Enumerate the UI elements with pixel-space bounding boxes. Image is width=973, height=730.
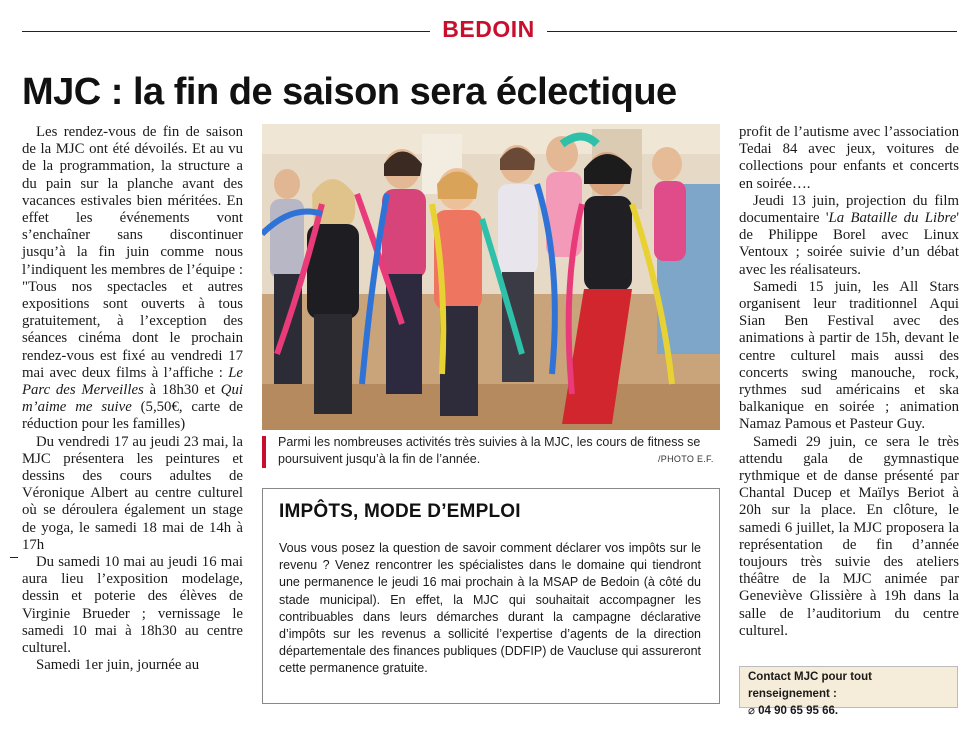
text-run: profit de l’autisme avec l’association Tedai 84 avec jeux, voitures de collections pour enfants et concerts en soirée….: [739, 124, 959, 192]
headline: MJC : la fin de saison sera éclectique: [22, 71, 677, 113]
header-rule-right: [547, 31, 957, 32]
article-photo: [262, 124, 720, 430]
photo-credit: /PHOTO E.F.: [658, 454, 714, 464]
article-paragraph: [22, 434, 243, 554]
sidebar-box: [262, 488, 720, 704]
italic-title: Le Parc des Merveilles: [22, 364, 243, 399]
header-rule-left: [22, 31, 430, 32]
text-run: ' de Philippe Borel avec Linux Ventoux ; soirée suivie d’un débat avec les réalisateurs.: [739, 210, 959, 278]
text-run: Du samedi 10 mai au jeudi 16 mai aura lieu l’exposition modelage, dessin et poterie des élèves de Virginie Brueder ; vernissage le samedi 10 mai à 18h30 au centre culturel.: [22, 554, 243, 657]
text-run: Samedi 29 juin, ce sera le très attendu gala de gymnastique rythmique et de danse présenté par Chantal Ducep et Maïlys Beriot à 20h sur la place. En clôture, le samedi 6 juillet, la MJC proposera la représentation de fin d’année toujours très suivie des ateliers théâtre de la MJC animée par Geneviève Glissière à 19h dans la salle de l’auditorium du centre culturel.: [739, 433, 959, 639]
section-label: BEDOIN: [442, 16, 535, 42]
contact-phone: 04 90 65 95 66.: [758, 705, 839, 717]
italic-title: La Bataille du Libre: [828, 210, 957, 227]
box-title: IMPÔTS, MODE D’EMPLOI: [279, 501, 521, 522]
article-paragraph: [22, 554, 243, 657]
article-paragraph: [739, 279, 959, 434]
text-run: Les rendez-vous de fin de saison de la MJC ont été dévoilés. Et au vu de la programmation, la structure a du pain sur la planche avant des vacances estivales bien méritées. En effet les événements vont s’enchaîner sans discontinuer jusqu’à la fin juin comme nous l’indiquent les membres de l’équipe : "Tous nos spectacles et autres expositions sont ouverts à tous gratuitement, à l’exception des séances cinéma dont le prochain rendez-vous est fixé au vendredi 17 mai avec deux films à l’affiche :: [22, 124, 243, 381]
article-column-right: [739, 124, 959, 640]
article-column-left: [22, 124, 243, 675]
text-run: Du vendredi 17 au jeudi 23 mai, la MJC présentera les peintures et dessins des cours adultes de Véronique Albert au centre culturel où se déroulera également un stage de yoga, le samedi 18 mai de 14h à 17h: [22, 433, 243, 553]
article-paragraph: [739, 434, 959, 640]
text-run: Jeudi 13 juin, projection du film documentaire ': [739, 192, 959, 227]
caption-accent-bar: [262, 436, 266, 468]
article-paragraph: [739, 193, 959, 279]
contact-label: Contact MJC pour tout renseignement :: [748, 671, 872, 700]
article-paragraph: [739, 124, 959, 193]
text-run: (5,50€, carte de réduction pour les familles): [22, 399, 243, 433]
fitness-class-photo: [262, 124, 720, 430]
text-run: à 18h30 et: [143, 382, 221, 399]
contact-box: [739, 666, 958, 717]
text-run: Samedi 15 juin, les All Stars organisent leur traditionnel Aqui Sian Ben Festival avec des animations à partir de 15h, devant le centre culturel mais aussi des concerts swing manouche, rock, rythmes sud américains et ska balkanique en soirée ; animation Namaz Pamous et Pasteur Guy.: [739, 278, 959, 433]
article-paragraph: [22, 657, 243, 674]
phone-icon: ⌀: [748, 705, 755, 717]
text-run: Samedi 1er juin, journée au: [36, 657, 200, 674]
margin-mark: [10, 557, 18, 558]
box-body: Vous vous posez la question de savoir comment déclarer vos impôts sur le revenu ? Venez rencontrer les spécialistes dans le domaine qui tiendront une permanence le jeudi 16 mai prochain à la MSAP de Bedoin (à côté du stade municipal). En effet, la MJC qui souhaitait accompagner les contribuables dans leurs démarches durant la campagne déclarative d’impôts sur les revenus a sollicité l’expertise d’agents de la direction départementale des finances publiques (DDFIP) de Vaucluse qui assureront cette permanence gratuite.: [279, 541, 701, 676]
italic-title: Qui m’aime me suive: [22, 382, 243, 416]
photo-caption: Parmi les nombreuses activités très suivies à la MJC, les cours de fitness se poursuivent jusqu’à la fin de l’année.: [278, 435, 701, 466]
article-paragraph: [22, 124, 243, 434]
